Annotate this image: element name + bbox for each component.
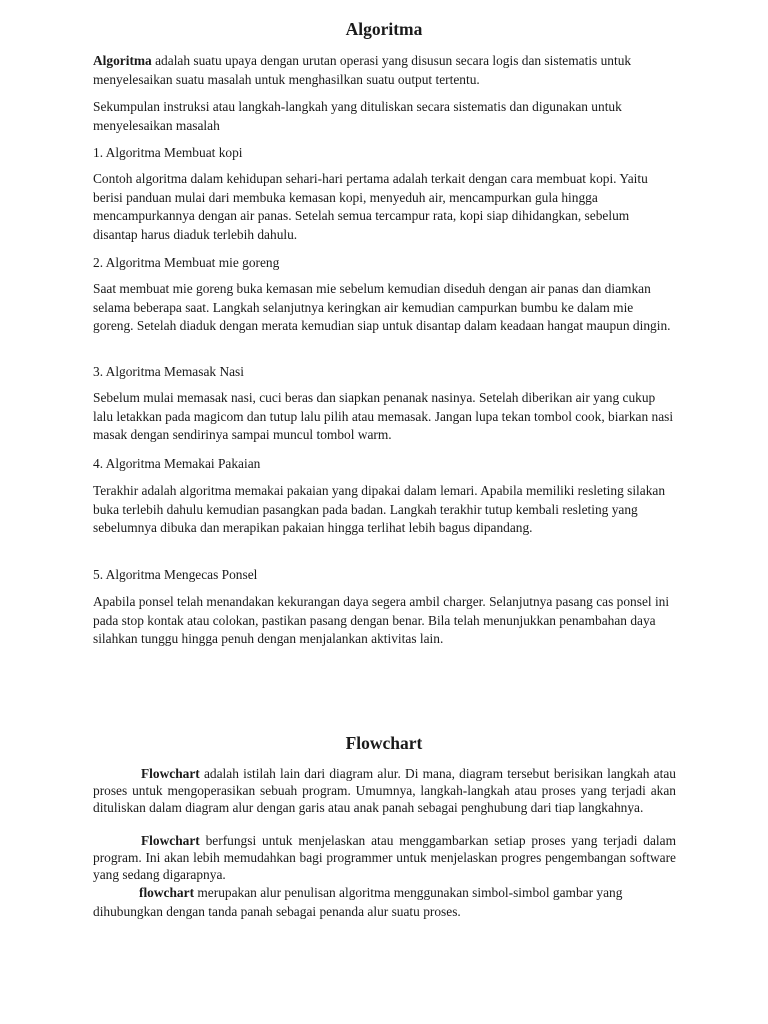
example-heading-3: 3. Algoritma Memasak Nasi xyxy=(93,364,244,379)
example-heading-5: 5. Algoritma Mengecas Ponsel xyxy=(93,567,258,582)
paragraph-text: merupakan alur penulisan algoritma menggunakan simbol-simbol gambar yang dihubungkan dengan tanda panah sebagai penanda alur suatu proses. xyxy=(93,885,623,919)
flowchart-paragraph-3 xyxy=(93,883,676,921)
algoritma-definition xyxy=(93,52,676,89)
algoritma-paragraph-2: Sekumpulan instruksi atau langkah-langkah yang dituliskan secara sistematis dan digunakan untuk menyelesaikan masalah xyxy=(93,99,622,133)
flowchart-paragraph-2 xyxy=(93,832,676,883)
example-body-3: Sebelum mulai memasak nasi, cuci beras dan siapkan penanak nasinya. Setelah diberikan air yang cukup lalu letakkan pada magicom dan tutup lalu pilih atau memasak. Jangan lupa tekan tombol cook, biarkan nasi masak dengan sendirinya sampai muncul tombol warm. xyxy=(93,390,674,443)
section-title-algoritma: Algoritma xyxy=(345,19,423,39)
example-body-4: Terakhir adalah algoritma memakai pakaian yang dipakai dalam lemari. Apabila memiliki resleting silakan buka terlebih dahulu kemudian pasangkan pada badan. Langkah terakhir tutup kembali resleting yang sebelumnya dibuka dan merapikan pakaian hingga terlihat lebih bagus dipandang. xyxy=(93,483,666,536)
example-body-1: Contoh algoritma dalam kehidupan sehari-hari pertama adalah terkait dengan cara membuat kopi. Yaitu berisi panduan mulai dari membuka kemasan kopi, menyeduh air, mencampurkan gula hingga mencampurkannya dengan air panas. Setelah semua tercampur rata, kopi siap dihidangkan, sebelum disantap harus diaduk terlebih dahulu. xyxy=(93,171,648,242)
example-heading-2: 2. Algoritma Membuat mie goreng xyxy=(93,255,280,270)
paragraph-text: adalah istilah lain dari diagram alur. Di mana, diagram tersebut berisikan langkah atau proses untuk mengoperasikan sebuah program. Umumnya, langkah-langkah atau proses yang terjadi akan dituliskan dalam diagram alur dengan garis atau anak panah sebagai penghubung dari tiap langkahnya. xyxy=(93,766,676,815)
definition-text: adalah suatu upaya dengan urutan operasi yang disusun secara logis dan sistematis untuk menyelesaikan suatu masalah untuk menghasilkan suatu output tertentu. xyxy=(93,53,632,87)
example-body-2: Saat membuat mie goreng buka kemasan mie sebelum kemudian diseduh dengan air panas dan diamkan selama beberapa saat. Langkah selanjutnya keringkan air kemudian campurkan bumbu ke dalam mie goreng. Setelah diaduk dengan merata kemudian siap untuk disantap dalam keadaan hangat maupun dingin. xyxy=(93,281,671,334)
flowchart-paragraph-1 xyxy=(93,765,676,816)
example-heading-4: 4. Algoritma Memakai Pakaian xyxy=(93,456,261,471)
section-title-flowchart: Flowchart xyxy=(345,733,423,753)
term-flowchart: Flowchart xyxy=(141,833,200,848)
example-body-5: Apabila ponsel telah menandakan kekurangan daya segera ambil charger. Selanjutnya pasang cas ponsel ini pada stop kontak atau colokan, pastikan pasang dengan benar. Bila telah menunjukkan penambahan daya silahkan tunggu hingga penuh dengan menjalankan aktivitas lain. xyxy=(93,594,670,647)
term-algoritma: Algoritma xyxy=(93,53,152,68)
term-flowchart: Flowchart xyxy=(141,766,200,781)
term-flowchart: flowchart xyxy=(139,885,195,900)
paragraph-text: berfungsi untuk menjelaskan atau menggambarkan setiap proses yang terjadi dalam program. Ini akan lebih memudahkan bagi programmer untuk menjelaskan progres pengembangan software yang sedang digarapnya. xyxy=(93,833,676,882)
example-heading-1: 1. Algoritma Membuat kopi xyxy=(93,145,243,160)
